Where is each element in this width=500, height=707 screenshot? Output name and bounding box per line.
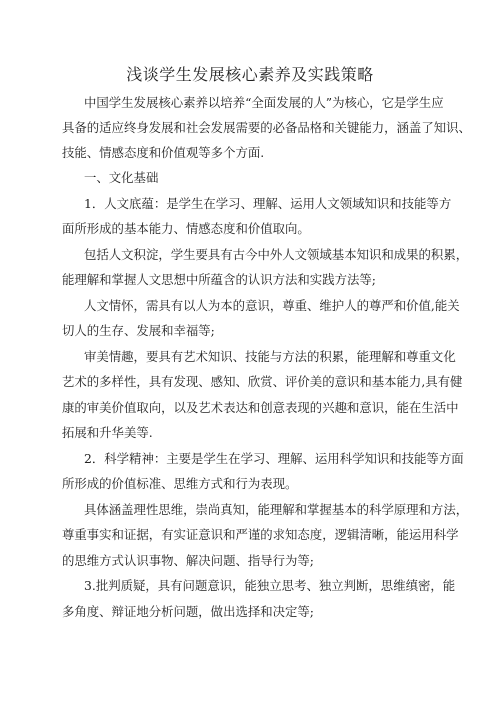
section-heading: 一、文化基础: [84, 170, 159, 185]
paragraph-line: 的思维方式认识事物、解决问题、指导行为等;: [62, 553, 314, 568]
paragraph-line: 人文情怀，需具有以人为本的意识，尊重、维护人的尊严和价值,能关: [84, 298, 460, 313]
paragraph-line: 拓展和升华美等.: [62, 425, 153, 440]
paragraph-line: 能理解和掌握人文思想中所蕴含的认识方法和实践方法等;: [62, 272, 376, 287]
paragraph-line: 具备的适应终身发展和社会发展需要的必备品格和关键能力，涵盖了知识、: [62, 120, 471, 135]
paragraph-line: 审美情趣，要具有艺术知识、技能与方法的积累，能理解和尊重文化: [84, 349, 456, 364]
paragraph-line: 切人的生存、发展和幸福等;: [62, 323, 215, 338]
paragraph-line: 技能、情感态度和价值观等多个方面.: [62, 145, 265, 160]
paragraph-line: 康的审美价值取向，以及艺术表达和创意表现的兴趣和意识，能在生活中: [62, 400, 459, 415]
paragraph-line: 艺术的多样性，具有发现、感知、欣赏、评价美的意识和基本能力,具有健: [62, 374, 463, 389]
paragraph-line: 多角度、辩证地分析问题，做出选择和决定等;: [62, 604, 314, 619]
paragraph-line: 所形成的价值标准、思维方式和行为表现。: [62, 476, 298, 491]
paragraph-line: 包括人文积淀，学生要具有古今中外人文领域基本知识和成果的积累，: [84, 247, 469, 262]
paragraph-line: 2．科学精神：主要是学生在学习、理解、运用科学知识和技能等方面: [84, 451, 464, 466]
paragraph-line: 面所形成的基本能力、情感态度和价值取向。: [62, 221, 310, 236]
paragraph-line: 中国学生发展核心素养以培养“全面发展的人”为核心，它是学生应: [84, 95, 444, 110]
paragraph-line: 尊重事实和证据，有实证意识和严谨的求知态度，逻辑清晰，能运用科学: [62, 527, 459, 542]
paragraph-line: 3.批判质疑，具有问题意识，能独立思考、独立判断，思维缜密，能: [84, 578, 456, 593]
paragraph-line: 1．人文底蕴：是学生在学习、理解、运用人文领域知识和技能等方: [84, 196, 452, 211]
document-title: 浅谈学生发展核心素养及实践策略: [126, 65, 374, 84]
paragraph-line: 具体涵盖理性思维，崇尚真知，能理解和掌握基本的科学原理和方法，: [84, 502, 469, 517]
